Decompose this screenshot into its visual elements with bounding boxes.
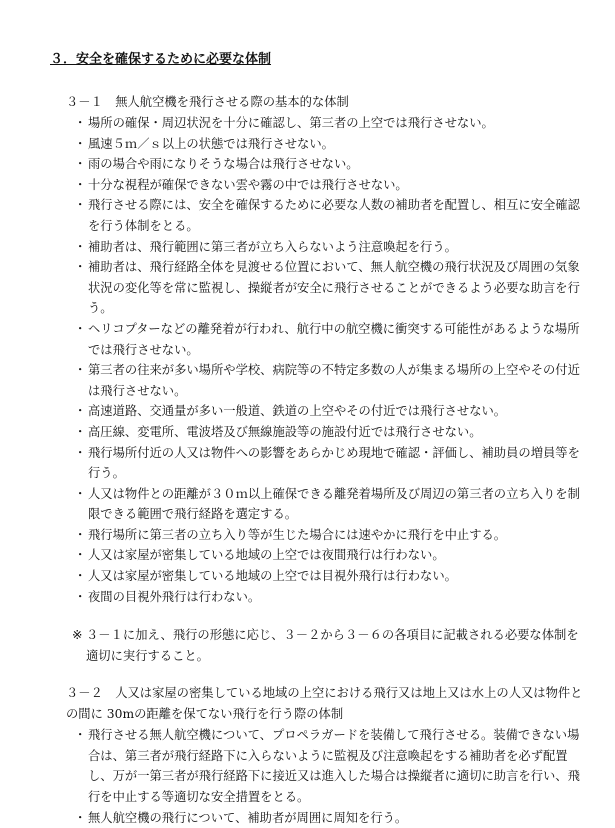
note bbox=[72, 625, 585, 667]
list-item: ・ 人又は物件との距離が３０ｍ以上確保できる離発着場所及び周辺の第三者の立ち入りを制限できる範囲で飛行経路を選定する。 bbox=[76, 484, 585, 525]
list-item: ・ 飛行場所に第三者の立ち入り等が生じた場合には速やかに飛行を中止する。 bbox=[76, 525, 585, 546]
list-item: ・ 補助者は、飛行経路全体を見渡せる位置において、無人航空機の飛行状況及び周囲の気象状況の変化等を常に監視し、操縦者が安全に飛行させることができるよう必要な助言を行う。 bbox=[76, 257, 585, 319]
section-3-1 bbox=[50, 92, 585, 607]
section-3-2 bbox=[50, 683, 585, 828]
list-item: ・ 場所の確保・周辺状況を十分に確認し、第三者の上空では飛行させない。 bbox=[76, 113, 585, 134]
list-item: ・ 飛行場所付近の人又は物件への影響をあらかじめ現地で確認・評価し、補助員の増員等を行う。 bbox=[76, 443, 585, 484]
list-item: ・ 飛行させる無人航空機について、プロペラガードを装備して飛行させる。装備できない場合は、第三者が飛行経路下に入らないように監視及び注意喚起をする補助者を必ず配置し、万が一第三者が飛行経路下に接近又は進入した場合は操縦者に適切に助言を行い、飛行を中止する等適切な安全措置をとる。 bbox=[76, 725, 585, 807]
list-item: ・ 高圧線、変電所、電波塔及び無線施設等の施設付近では飛行させない。 bbox=[76, 422, 585, 443]
list-item: ・ 高速道路、交通量が多い一般道、鉄道の上空やその付近では飛行させない。 bbox=[76, 401, 585, 422]
list-item: ・ 飛行させる際には、安全を確保するために必要な人数の補助者を配置し、相互に安全確認を行う体制をとる。 bbox=[76, 195, 585, 236]
list-item: ・ 夜間の目視外飛行は行わない。 bbox=[76, 587, 585, 608]
note-text: ３－１に加え、飛行の形態に応じ、３－２から３－６の各項目に記載される必要な体制を適切に実行すること。 bbox=[86, 628, 579, 664]
list-item: ・ 無人航空機の飛行について、補助者が周囲に周知を行う。 bbox=[76, 808, 585, 828]
note-mark: ※ bbox=[72, 628, 83, 643]
section-3-2-heading: ３－２ 人又は家屋の密集している地域の上空における飛行又は地上又は水上の人又は物件との間に 30mの距離を保てない飛行を行う際の体制 bbox=[66, 686, 583, 722]
list-item: ・ 人又は家屋が密集している地域の上空では目視外飛行は行わない。 bbox=[76, 566, 585, 587]
list-item: ・ 風速５ｍ／ｓ以上の状態では飛行させない。 bbox=[76, 134, 585, 155]
list-item: ・ 十分な視程が確保できない雲や霧の中では飛行させない。 bbox=[76, 175, 585, 196]
section-3-1-heading: ３－１ 無人航空機を飛行させる際の基本的な体制 bbox=[66, 95, 349, 109]
list-item: ・ ヘリコプターなどの離発着が行われ、航行中の航空機に衝突する可能性があるような場所では飛行させない。 bbox=[76, 319, 585, 360]
list-item: ・ 補助者は、飛行範囲に第三者が立ち入らないよう注意喚起を行う。 bbox=[76, 237, 585, 258]
list-item: ・ 第三者の往来が多い場所や学校、病院等の不特定多数の人が集まる場所の上空やその付近は飛行させない。 bbox=[76, 360, 585, 401]
list-item: ・ 雨の場合や雨になりそうな場合は飛行させない。 bbox=[76, 154, 585, 175]
section-3-1-list bbox=[50, 113, 585, 607]
list-item: ・ 人又は家屋が密集している地域の上空では夜間飛行は行わない。 bbox=[76, 545, 585, 566]
section-3-2-list bbox=[50, 725, 585, 828]
document-title: ３．安全を確保するために必要な体制 bbox=[50, 52, 272, 67]
